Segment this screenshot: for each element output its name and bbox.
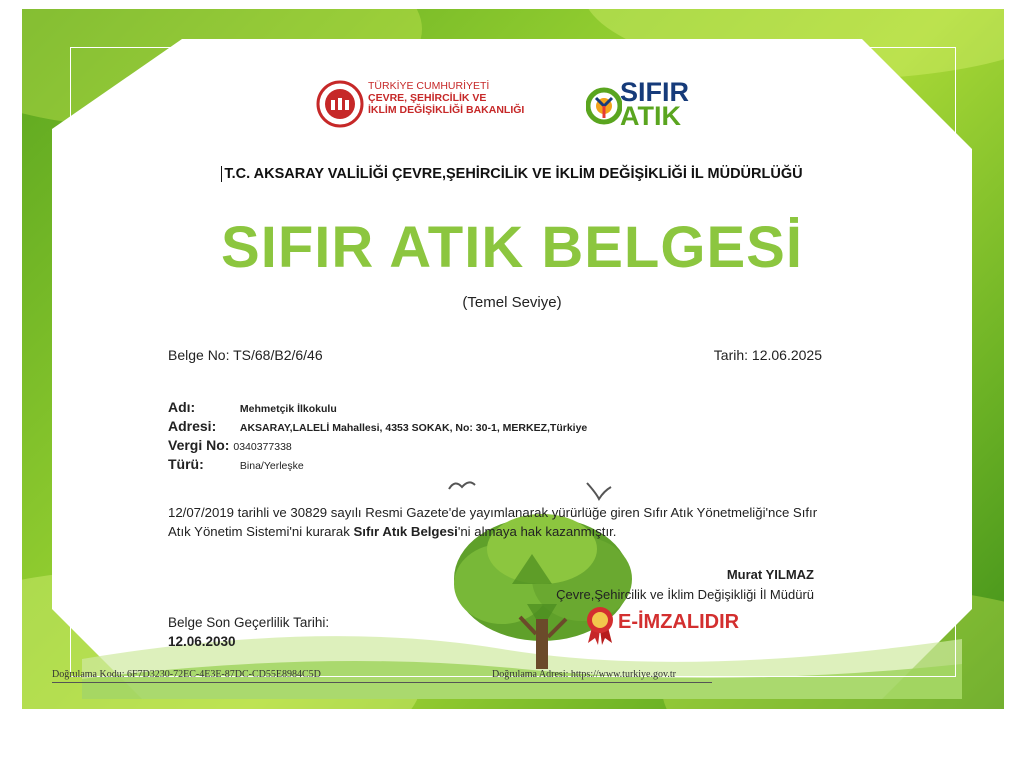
- e-signature-badge: [584, 605, 740, 650]
- validity-block: [168, 613, 329, 651]
- directorate-heading: [0, 166, 1024, 182]
- body-part1: 12/07/2019 tarihli ve 30829 sayılı Resmi Gazete'de yayımlanarak yürürlüğe giren Sıfır Atık Yönetmeliği'nce Sıfır Atık Yönetim Sistemi'ni kurarak: [168, 505, 818, 539]
- bird-icon: [584, 479, 614, 505]
- info-row-address: [168, 418, 587, 434]
- type-value: Bina/Yerleşke: [239, 460, 304, 472]
- certificate-title: SIFIR ATIK BELGESİ: [221, 215, 803, 280]
- name-value: Mehmetçik İlkokulu: [239, 403, 337, 415]
- sifir-atik-logo-text: [620, 77, 690, 131]
- validity-label: Belge Son Geçerlilik Tarihi:: [168, 615, 330, 630]
- directorate-text: T.C. AKSARAY VALİLİĞİ ÇEVRE,ŞEHİRCİLİK VE İKLİM DEĞİŞİKLİĞİ İL MÜDÜRLÜĞÜ: [221, 166, 802, 182]
- body-bold: Sıfır Atık Belgesi: [353, 524, 458, 539]
- verification-code: Doğrulama Kodu: 6F7D3230-72EC-4E3E-87DC-CD55E8984C5D: [52, 669, 321, 680]
- issue-date: Tarih: 12.06.2025: [713, 347, 822, 363]
- certificate-level: (Temel Seviye): [462, 294, 562, 311]
- e-signature-text: E-İMZALIDIR: [618, 611, 740, 633]
- logo-line2: ATIK: [620, 101, 681, 131]
- address-value: AKSARAY,LALELİ Mahallesi, 4353 SOKAK, No: 30-1, MERKEZ,Türkiye: [239, 422, 588, 434]
- sifir-atik-logo-icon: [586, 82, 622, 132]
- ministry-name: [368, 80, 524, 116]
- ministry-line2: ÇEVRE, ŞEHİRCİLİK VE: [368, 92, 487, 104]
- tax-value: 0340377338: [233, 441, 292, 453]
- validity-date: 12.06.2030: [168, 634, 236, 649]
- address-label: Adresi:: [168, 418, 217, 434]
- verification-address: Doğrulama Adresi: https://www.turkiye.gov.tr: [492, 669, 676, 680]
- info-row-type: [168, 456, 304, 472]
- body-part2: 'ni almaya hak kazanmıştır.: [457, 524, 617, 539]
- name-label: Adı:: [168, 399, 196, 415]
- ministry-line3: İKLİM DEĞİŞİKLİĞİ BAKANLIĞI: [368, 104, 525, 116]
- info-row-name: [168, 399, 337, 415]
- bird-icon: [447, 475, 477, 495]
- ministry-emblem-icon: [316, 80, 364, 128]
- ministry-line1: TÜRKİYE CUMHURİYETİ: [368, 80, 490, 92]
- info-row-tax: [168, 437, 292, 453]
- signer-title: Çevre,Şehircilik ve İklim Değişikliği İl Müdürü: [556, 587, 814, 602]
- certificate-body: [168, 503, 828, 541]
- footer-divider: [52, 682, 712, 683]
- logo-line1: SIFIR: [620, 77, 690, 107]
- document-number: Belge No: TS/68/B2/6/46: [168, 347, 323, 363]
- tax-label: Vergi No:: [168, 437, 230, 453]
- type-label: Türü:: [168, 456, 204, 472]
- signer-block: [520, 565, 814, 605]
- rosette-icon: [584, 605, 616, 645]
- signer-name: Murat YILMAZ: [726, 567, 814, 582]
